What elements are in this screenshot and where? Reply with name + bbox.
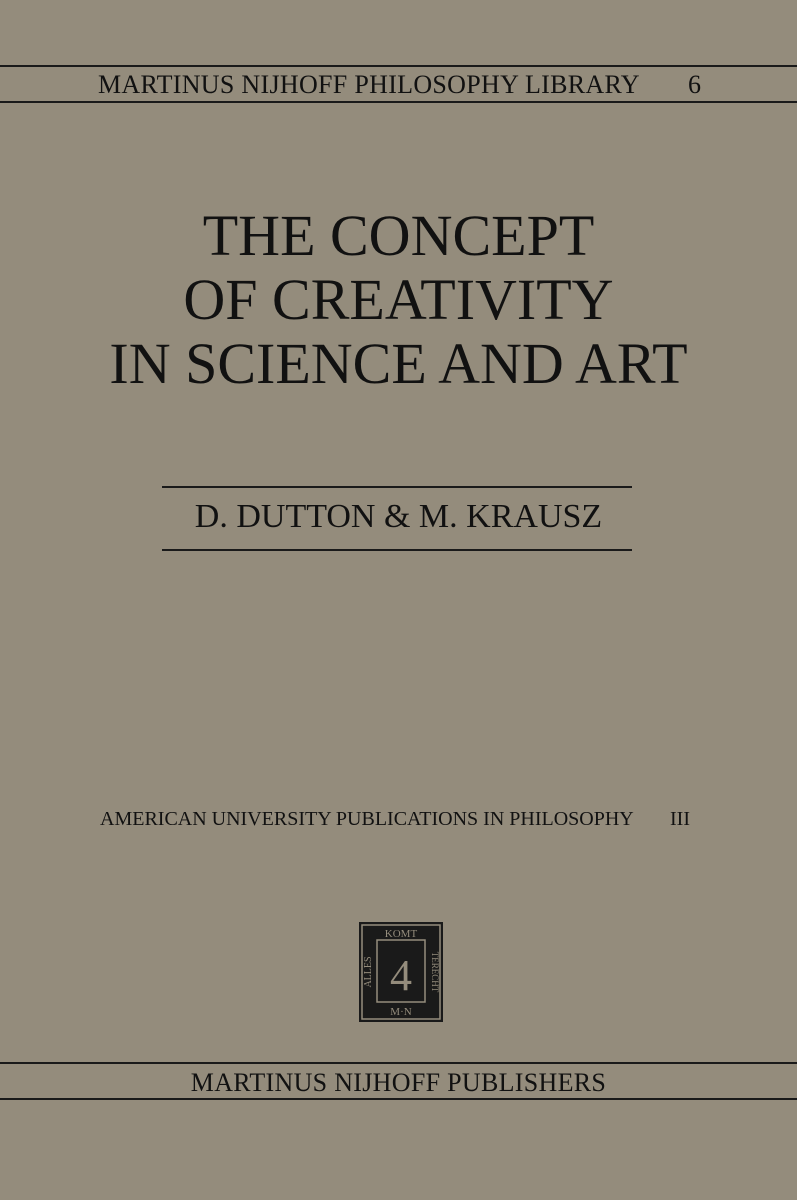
subseries-title: AMERICAN UNIVERSITY PUBLICATIONS IN PHILOSOPHY (100, 808, 634, 830)
authors-bottom-rule (162, 549, 632, 551)
svg-text:M·N: M·N (390, 1006, 412, 1018)
book-title-line-1: THE CONCEPT (202, 203, 595, 268)
series-number: 6 (688, 70, 701, 99)
series-bottom-rule (0, 101, 797, 103)
book-title-line-2: OF CREATIVITY (183, 267, 614, 332)
publisher-logo-icon (359, 922, 443, 1022)
publisher-bottom-rule (0, 1098, 797, 1100)
authors-top-rule (162, 486, 632, 488)
book-authors: D. DUTTON & M. KRAUSZ (194, 498, 603, 535)
svg-text:4: 4 (390, 951, 412, 1000)
subseries-number: III (670, 808, 690, 830)
svg-text:TERECHT: TERECHT (430, 951, 440, 993)
svg-text:KOMT: KOMT (384, 928, 418, 940)
publisher-name: MARTINUS NIJHOFF PUBLISHERS (190, 1068, 607, 1097)
book-title-line-3: IN SCIENCE AND ART (109, 331, 688, 396)
series-top-rule (0, 65, 797, 67)
publisher-top-rule (0, 1062, 797, 1064)
book-title (0, 204, 797, 396)
series-title: MARTINUS NIJHOFF PHILOSOPHY LIBRARY (98, 70, 640, 99)
svg-text:ALLES: ALLES (363, 956, 374, 988)
